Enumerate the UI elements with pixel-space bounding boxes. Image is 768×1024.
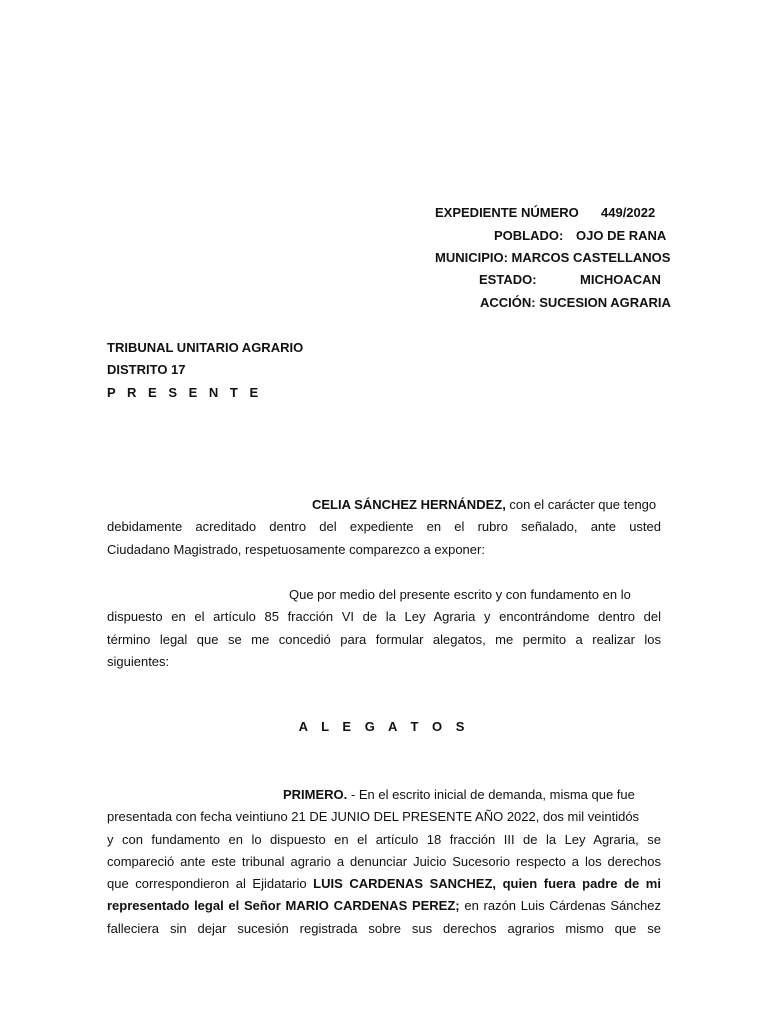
primero-line-1: PRIMERO. - En el escrito inicial de demanda, misma que fue xyxy=(283,787,635,802)
primero-line-6: representado legal el Señor MARIO CARDENAS PEREZ; en razón Luis Cárdenas Sánchez xyxy=(107,898,661,914)
fundamento-line-3: término legal que se me concedió para formular alegatos, me permito a realizar los xyxy=(107,631,661,647)
primero-line-3: y con fundamento en lo dispuesto en el artículo 18 fracción III de la Ley Agraria, se xyxy=(107,831,661,847)
fundamento-line-4: siguientes: xyxy=(107,653,170,669)
expediente-number: 449/2022 xyxy=(601,205,656,220)
addressee-presente: P R E S E N T E xyxy=(107,385,263,400)
fundamento-paragraph xyxy=(107,584,661,673)
intro-line-1: CELIA SÁNCHEZ HERNÁNDEZ, con el carácter que tengo xyxy=(312,497,657,512)
addressee-tribunal: TRIBUNAL UNITARIO AGRARIO xyxy=(107,340,304,355)
poblado-label: POBLADO: xyxy=(494,228,564,243)
fundamento-line-1: Que por medio del presente escrito y con fundamento en lo xyxy=(289,587,631,602)
alegatos-title: A L E G A T O S xyxy=(298,719,470,734)
petitioner-name: CELIA SÁNCHEZ HERNÁNDEZ, xyxy=(312,497,506,512)
municipio-line: MUNICIPIO: MARCOS CASTELLANOS xyxy=(435,250,671,265)
primero-line-2: presentada con fecha veintiuno 21 DE JUNIO DEL PRESENTE AÑO 2022, dos mil veintidós xyxy=(107,809,640,825)
intro-line-3: Ciudadano Magistrado, respetuosamente comparezco a exponer: xyxy=(107,541,485,557)
intro-line-2: debidamente acreditado dentro del expediente en el rubro señalado, ante usted xyxy=(107,519,661,535)
estado-label: ESTADO: xyxy=(479,272,537,287)
primero-paragraph xyxy=(107,784,661,940)
primero-line-5: que correspondieron al Ejidatario LUIS CARDENAS SANCHEZ, quien fuera padre de mi xyxy=(107,876,661,892)
expediente-label: EXPEDIENTE NÚMERO xyxy=(435,205,579,220)
primero-label: PRIMERO. xyxy=(283,787,348,802)
primero-line-4: compareció ante este tribunal agrario a denunciar Juicio Sucesorio respecto a los derechos xyxy=(107,853,661,869)
addressee-distrito: DISTRITO 17 xyxy=(107,362,186,377)
expediente-line xyxy=(435,205,579,220)
fundamento-line-2: dispuesto en el artículo 85 fracción VI de la Ley Agraria y encontrándome dentro del xyxy=(107,609,661,625)
intro-paragraph xyxy=(107,494,661,561)
estado-value: MICHOACAN xyxy=(580,272,661,287)
accion-line: ACCIÓN: SUCESION AGRARIA xyxy=(480,295,671,310)
poblado-value: OJO DE RANA xyxy=(576,228,667,243)
primero-line-7: falleciera sin dejar sucesión registrada sobre sus derechos agrarios mismo que se xyxy=(107,920,661,936)
